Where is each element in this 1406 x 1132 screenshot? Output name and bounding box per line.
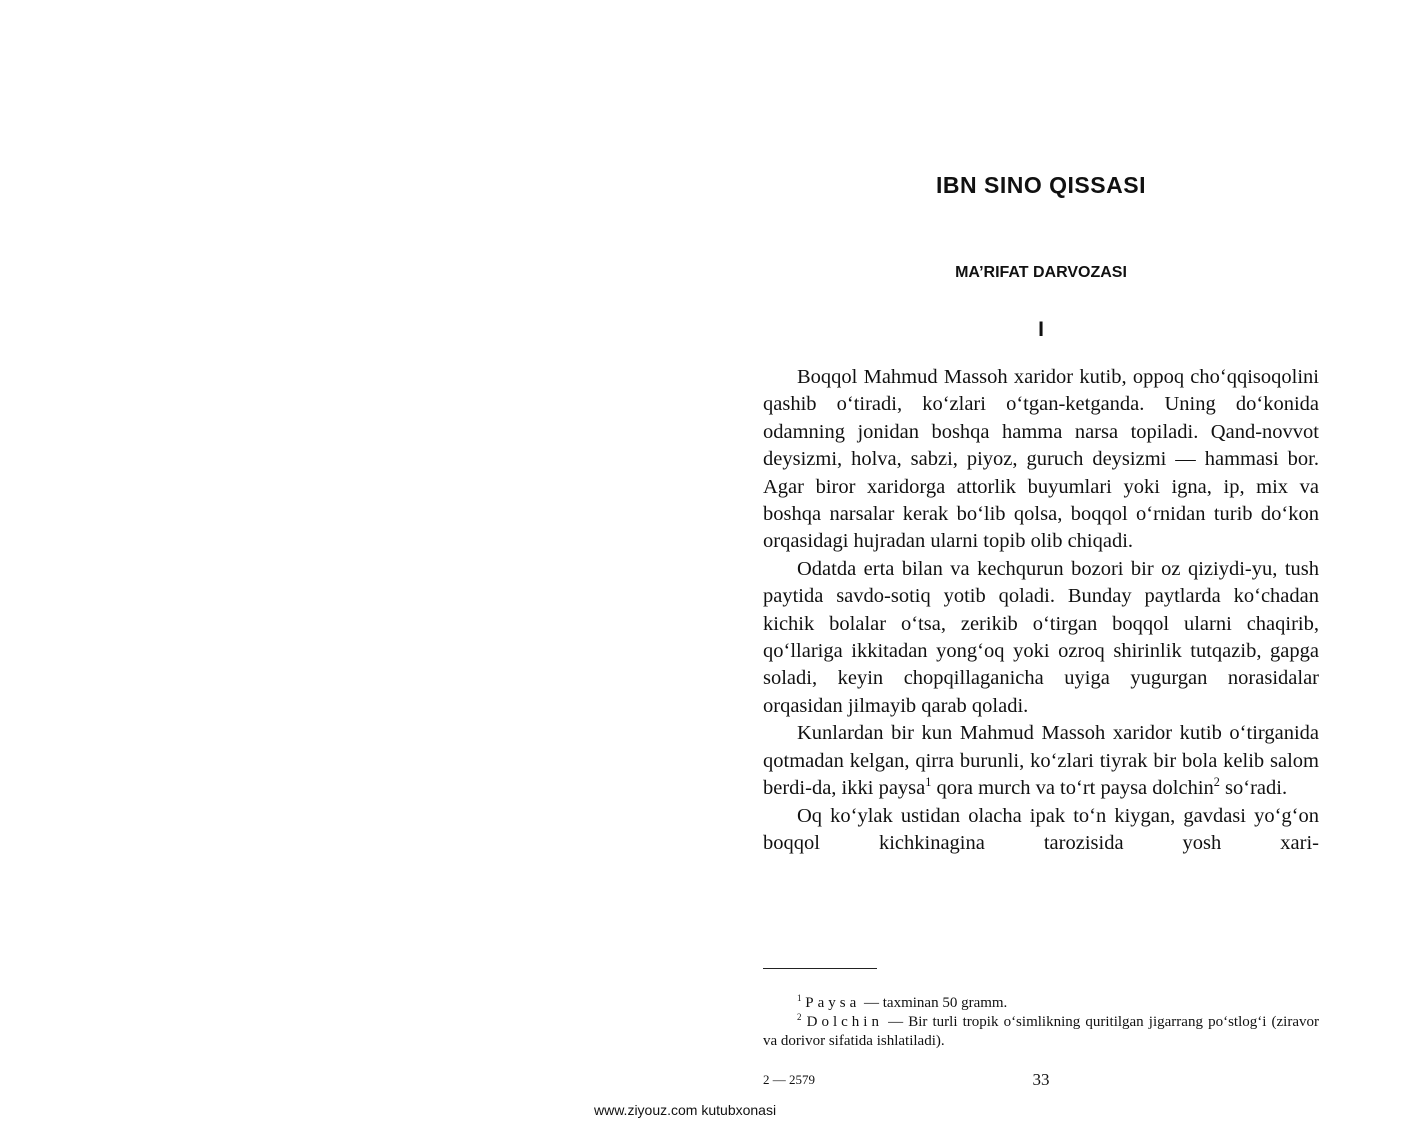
footnote-ref-1: 1 bbox=[925, 775, 932, 790]
book-title: IBN SINO QISSASI bbox=[936, 172, 1146, 198]
paragraph-3 bbox=[763, 720, 1319, 802]
footnote-1-term: Paysa bbox=[805, 995, 861, 1011]
paragraph-1: Boqqol Mahmud Massoh xaridor kutib, oppoq cho‘qqisoqolini qashib o‘tiradi, ko‘zlari o‘tgan-ketganda. Uning do‘konida odamning jonidan boshqa hamma narsa topiladi. Qand-novvot deysizmi, holva, sabzi, piyoz, guruch deysizmi — hammasi bor. Agar biror xaridorga attorlik buyumlari yoki igna, ip, mix va boshqa narsalar kerak bo‘lib qolsa, boqqol o‘rnidan turib do‘kon orqasidagi hujradan ularni topib olib chiqadi. bbox=[763, 366, 1319, 553]
footnotes bbox=[763, 994, 1319, 1051]
paragraph-3-part-c: so‘radi. bbox=[1219, 777, 1288, 800]
footnote-2-mark: 2 bbox=[797, 1012, 802, 1022]
footnote-ref-2: 2 bbox=[1213, 775, 1220, 790]
footnote-1 bbox=[763, 994, 1319, 1013]
paragraph-3-part-a: Kunlardan bir kun Mahmud Massoh xaridor kutib o‘tirganida qotmadan kelgan, qirra burunli, ko‘zlari tiyrak bir bola kelib salom berdi-da, ikki paysa bbox=[763, 722, 1319, 800]
footnote-1-text: — taxminan 50 gramm. bbox=[860, 995, 1008, 1011]
footnote-2-term: Dolchin bbox=[806, 1014, 883, 1030]
chapter-title: MA’RIFAT DARVOZASI bbox=[955, 264, 1127, 281]
body-text bbox=[763, 364, 1319, 857]
footnote-2-text: — Bir turli tropik o‘simlikning quritilgan jigarrang po‘stlog‘i (ziravor va dorivor sifatida ishlatiladi). bbox=[763, 1014, 1319, 1049]
book-page bbox=[763, 0, 1319, 1132]
paragraph-3-part-b: qora murch va to‘rt paysa dolchin bbox=[931, 777, 1214, 800]
page-number: 33 bbox=[1032, 1070, 1050, 1089]
footnote-2 bbox=[763, 1013, 1319, 1051]
printer-signature: 2 — 2579 bbox=[763, 1072, 815, 1087]
watermark: www.ziyouz.com kutubxonasi bbox=[594, 1102, 777, 1118]
paragraph-2: Odatda erta bilan va kechqurun bozori bir oz qiziydi-yu, tush paytida savdo-sotiq yotib qoladi. Bunday paytlarda ko‘chadan kichik bolalar o‘tsa, zerikib o‘tirgan boqqol ularni chaqirib, qo‘llariga ikkitadan yong‘oq yoki ozroq shirinlik tutqazib, gapga soladi, keyin chopqillaganicha uyiga yugurgan norasidalar orqasidan jilmayib qarab qoladi. bbox=[763, 557, 1319, 717]
section-number: I bbox=[1038, 318, 1044, 341]
footnote-divider bbox=[763, 968, 877, 969]
paragraph-4: Oq ko‘ylak ustidan olacha ipak to‘n kiygan, gavdasi yo‘g‘on boqqol kichkinagina tarozisida yosh xari- bbox=[763, 804, 1319, 854]
footnote-1-mark: 1 bbox=[797, 993, 802, 1003]
